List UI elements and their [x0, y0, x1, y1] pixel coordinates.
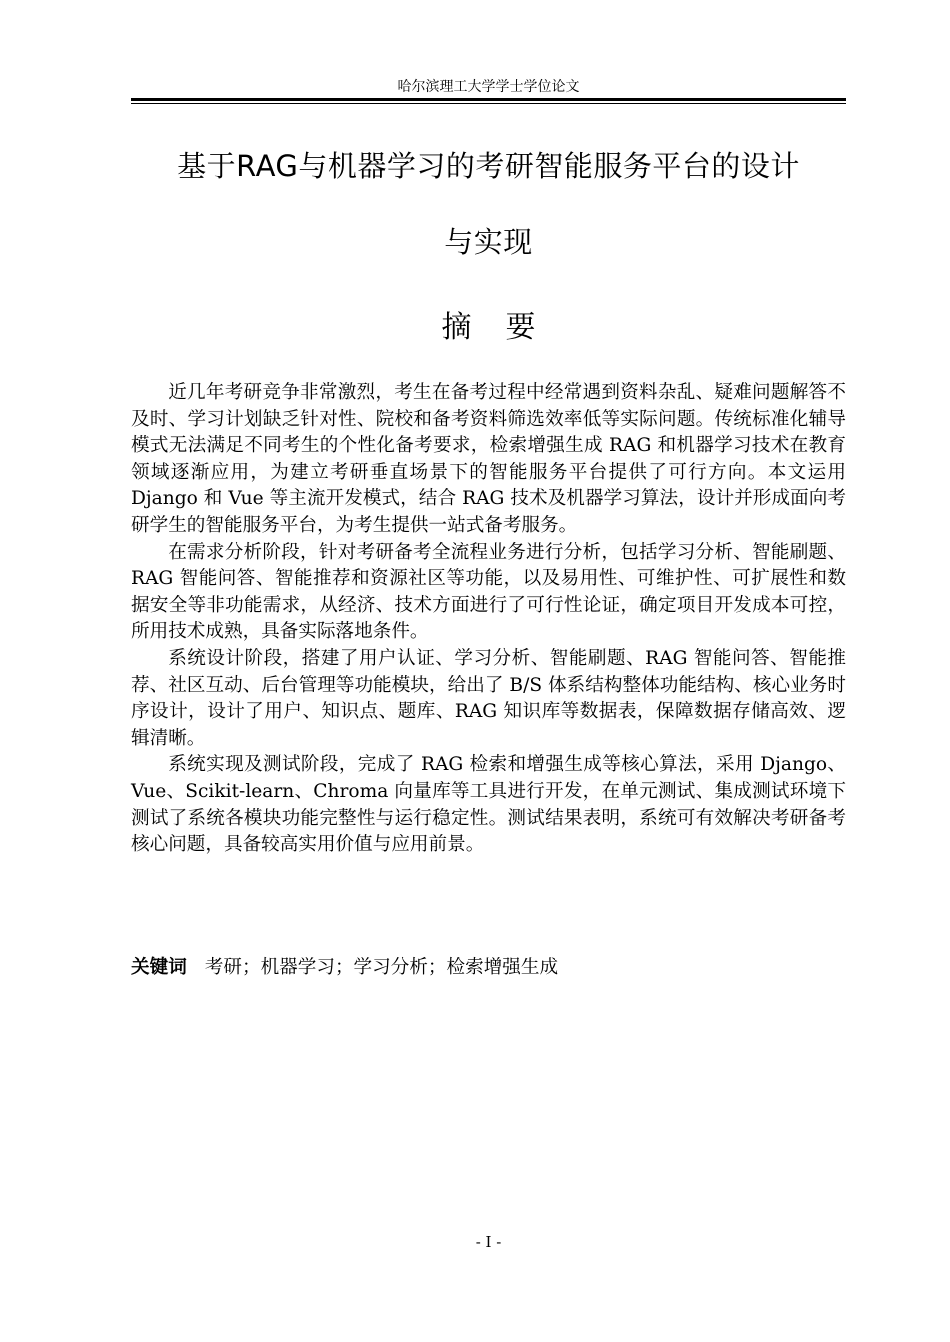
abstract-paragraph-3: 系统设计阶段，搭建了用户认证、学习分析、智能刷题、RAG 智能问答、智能推荐、社区互动、后台管理等功能模块，给出了 B/S 体系结构整体功能结构、核心业务时序设计，设计了用户、知识点、题库、RAG 知识库等数据表，保障数据存储高效、逻辑清晰。 — [131, 647, 846, 749]
keywords-line — [131, 955, 846, 981]
abstract-body — [131, 380, 846, 859]
keywords-label: 关键词 — [131, 957, 187, 978]
thesis-title-line-2: 与实现 — [444, 225, 533, 259]
keywords-text: 考研；机器学习；学习分析；检索增强生成 — [204, 957, 559, 978]
header-rule-thin — [131, 103, 846, 104]
thesis-title-line-1: 基于RAG与机器学习的考研智能服务平台的设计 — [177, 149, 800, 183]
abstract-heading: 摘要 — [441, 310, 570, 345]
page-number: - I - — [475, 1233, 502, 1251]
abstract-paragraph-1: 近几年考研竞争非常激烈，考生在备考过程中经常遇到资料杂乱、疑难问题解答不及时、学习计划缺乏针对性、院校和备考资料筛选效率低等实际问题。传统标准化辅导模式无法满足不同考生的个性化备考要求，检索增强生成 RAG 和机器学习技术在教育领域逐渐应用，为建立考研垂直场景下的智能服务平台提供了可行方向。本文运用 Django 和 Vue 等主流开发模式，结合 RAG 技术及机器学习算法，设计并形成面向考研学生的智能服务平台，为考生提供一站式备考服务。 — [131, 382, 846, 536]
abstract-paragraph-4: 系统实现及测试阶段，完成了 RAG 检索和增强生成等核心算法，采用 Django、Vue、Scikit-learn、Chroma 向量库等工具进行开发，在单元测试、集成测试环境下测试了系统各模块功能完整性与运行稳定性。测试结果表明，系统可有效解决考研备考核心问题，具备较高实用价值与应用前景。 — [131, 754, 846, 856]
running-header: 哈尔滨理工大学学士学位论文 — [397, 79, 580, 95]
abstract-paragraph-2: 在需求分析阶段，针对考研备考全流程业务进行分析，包括学习分析、智能刷题、RAG 智能问答、智能推荐和资源社区等功能，以及易用性、可维护性、可扩展性和数据安全等非功能需求，从经济、技术方面进行了可行性论证，确定项目开发成本可控，所用技术成熟，具备实际落地条件。 — [131, 541, 846, 643]
header-rule-thick — [131, 98, 846, 101]
